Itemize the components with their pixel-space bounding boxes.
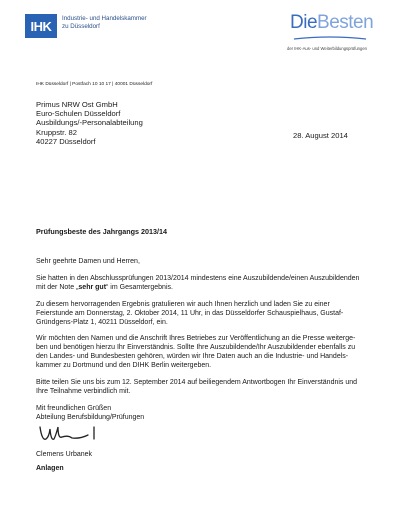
die-besten-subtitle: der IHK-Aus- und Weiterbildungsprüfungen (287, 46, 367, 51)
paragraph-line: Gründgens-Platz 1, 40211 Düsseldorf, ein. (36, 319, 168, 326)
paragraph-press-consent (36, 334, 355, 370)
handwritten-signature (36, 421, 106, 451)
ihk-name (62, 15, 147, 31)
salutation-text: Sehr geehrte Damen und Herren, (36, 258, 140, 265)
closing-line: Abteilung Berufsbildung/Prüfungen (36, 414, 145, 421)
die-besten-logo (290, 12, 373, 34)
die-besten-logo-part2: Besten (317, 12, 374, 33)
recipient-line: 40227 Düsseldorf (36, 136, 96, 146)
paragraph-line: Feierstunde am Donnerstag, 2. Oktober 2014, 11 Uhr, in das Düsseldorfer Schauspielhaus, Gustaf- (36, 310, 344, 317)
ihk-name-line1: Industrie- und Handelskammer (62, 15, 147, 22)
paragraph-line (36, 283, 359, 292)
recipient-line: Ausbildungs/-Personalabteilung (36, 118, 143, 128)
paragraph-reply-request (36, 378, 357, 396)
ihk-name-line2: zu Düsseldorf (62, 23, 100, 30)
paragraph-line-part: “ im Gesamtergebnis. (106, 284, 173, 291)
paragraph-line: Sie hatten in den Abschlussprüfungen 2013/2014 mindestens eine Auszubildende/einen Auszubildenden (36, 275, 360, 282)
paragraph-congratulation-result (36, 274, 359, 292)
recipient-line: Kruppstr. 82 (36, 127, 77, 137)
paragraph-line: Ihre Teilnahme verbindlich mit. (36, 388, 131, 395)
letter-date: 28. August 2014 (293, 131, 348, 140)
paragraph-line-part: mit der Note „ (36, 284, 79, 291)
signer-name: Clemens Urbanek (36, 451, 93, 458)
paragraph-invitation (36, 300, 343, 327)
grade-emphasis: sehr gut (78, 284, 107, 291)
paragraph-line: ben und benötigen hierzu Ihr Einverständnis. Sollte Ihre Auszubildende/Ihr Auszubildender ebenfalls zu (36, 344, 356, 351)
letter-subject: Prüfungsbeste des Jahrgangs 2013/14 (36, 227, 168, 236)
paragraph-line: Bitte teilen Sie uns bis zum 12. September 2014 auf beiliegendem Antwortbogen Ihr Einverständnis und (36, 379, 358, 386)
attachments-label: Anlagen (36, 465, 64, 472)
paragraph-line: den Landes- und Bundesbesten gehören, würden wir Ihre Daten auch an die Industrie- und Handels- (36, 353, 349, 360)
die-besten-logo-part1: Die (290, 12, 318, 33)
recipient-line: Primus NRW Ost GmbH (36, 100, 118, 109)
paragraph-line: Zu diesem hervorragenden Ergebnis gratulieren wir auch Ihnen herzlich und laden Sie zu einer (36, 301, 330, 308)
salutation (36, 257, 140, 266)
die-besten-swoosh (294, 36, 366, 42)
return-address: IHK Düsseldorf | Postfach 10 10 17 | 40001 Düsseldorf (36, 82, 153, 87)
closing-line: Mit freundlichen Grüßen (36, 405, 112, 412)
closing (36, 404, 144, 422)
ihk-logo: IHK (25, 14, 57, 38)
recipient-line: Euro-Schulen Düsseldorf (36, 109, 121, 119)
paragraph-line: Wir möchten den Namen und die Anschrift Ihres Betriebes zur Veröffentlichung an die Presse weiterge- (36, 335, 356, 342)
paragraph-line: kammer zu Dortmund und den DIHK Berlin weitergeben. (36, 362, 212, 369)
recipient-address (36, 100, 143, 146)
